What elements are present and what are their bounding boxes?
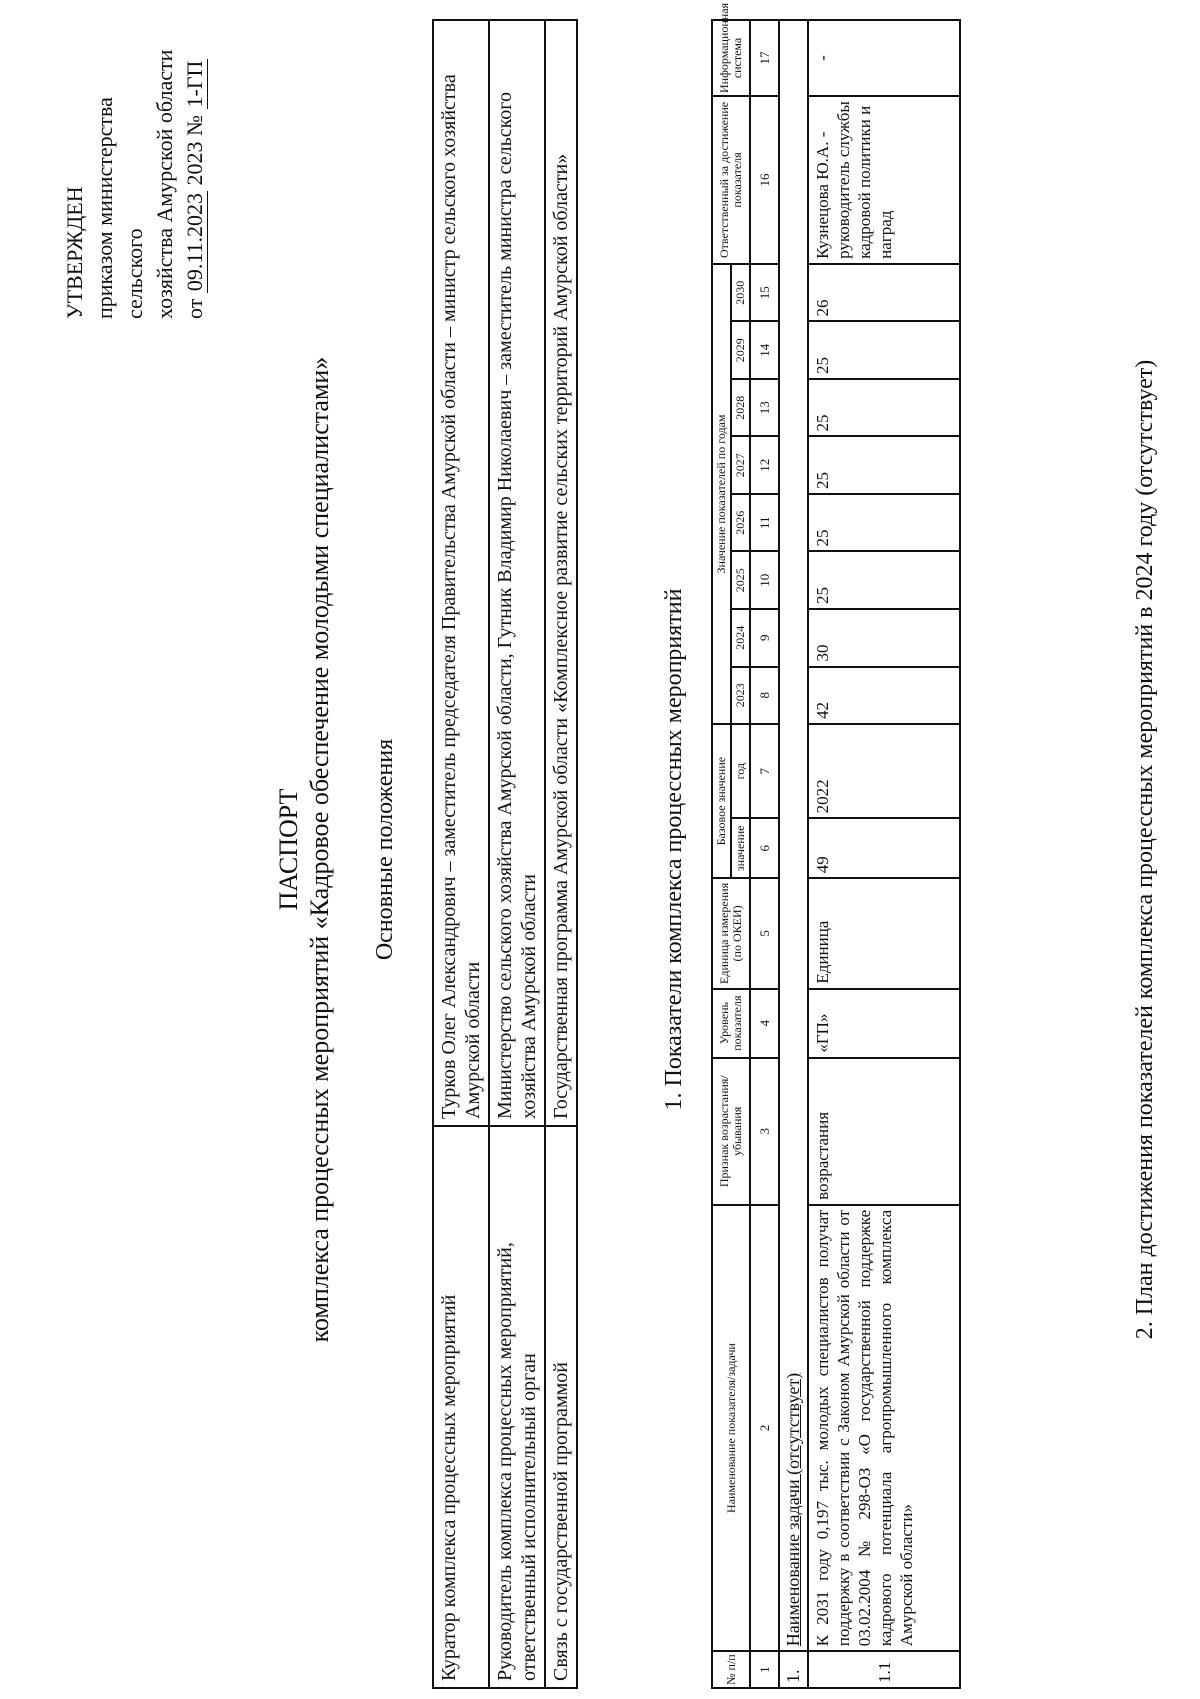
- column-number: 5: [750, 878, 779, 988]
- header-year: 2028: [731, 379, 750, 437]
- column-number: 3: [750, 1058, 779, 1205]
- section-heading-indicators: 1. Показатели комплекса процессных мероприятий: [661, 588, 687, 1111]
- header-year: 2029: [731, 321, 750, 379]
- page-subtitle: комплекса процессных мероприятий «Кадровое обеспечение молодыми специалистами»: [305, 356, 334, 1343]
- row-responsible: Кузнецова Ю.А. - руководитель службы кадровой политики и наград: [808, 96, 960, 264]
- header-name: Наименование показателя/задачи: [712, 1205, 750, 1651]
- row-base-year: 2022: [808, 724, 960, 818]
- table-row: [489, 20, 545, 1688]
- header-year: 2025: [731, 552, 750, 610]
- header-base-year: год: [731, 724, 750, 818]
- header-year: 2024: [731, 609, 750, 667]
- column-number: 17: [750, 20, 779, 96]
- row-level: «ГП»: [808, 989, 960, 1058]
- row-year-value: 42: [808, 667, 960, 725]
- approval-date: 09.11.2023: [182, 192, 207, 292]
- column-number: 8: [750, 667, 779, 725]
- row-label: Куратор комплекса процессных мероприятий: [433, 1126, 489, 1688]
- task-label: Наименование задачи (отсутствует): [779, 20, 808, 1651]
- header-year: 2027: [731, 436, 750, 494]
- row-value: Турков Олег Александрович – заместитель председателя Правительства Амурской области – министр сельского хозяйства Амурской области: [433, 20, 489, 1126]
- row-year-value: 25: [808, 321, 960, 379]
- approval-stamp: [60, 19, 210, 319]
- row-sign: возрастания: [808, 1058, 960, 1205]
- column-number: 16: [750, 96, 779, 264]
- header-years-group: Значение показателей по годам: [712, 264, 731, 724]
- task-row: [779, 20, 808, 1688]
- basic-provisions-table: [432, 19, 578, 1689]
- row-year-value: 25: [808, 436, 960, 494]
- header-year: 2030: [731, 264, 750, 322]
- column-number: 11: [750, 494, 779, 552]
- row-name: К 2031 году 0,197 тыс. молодых специалистов получат поддержку в соответствии с Законом Амурской области от 03.02.2004 № 298-ОЗ «О государственной поддержке кадрового потенциала агропромышленного комплекса Амурской области»: [808, 1205, 960, 1651]
- column-number: 1: [750, 1651, 779, 1688]
- row-base-value: 49: [808, 818, 960, 878]
- row-value: Министерство сельского хозяйства Амурской области, Гутник Владимир Николаевич – заместитель министра сельского хозяйства Амурской области: [489, 20, 545, 1126]
- column-number: 14: [750, 321, 779, 379]
- header-base: Базовое значение: [712, 724, 731, 878]
- column-number: 13: [750, 379, 779, 437]
- header-base-value: значение: [731, 818, 750, 878]
- table-row: [808, 20, 960, 1688]
- header-unit: Единица измерения (по ОКЕИ): [712, 878, 750, 988]
- section-heading-basic: Основные положения: [372, 738, 398, 961]
- header-sign: Признак возрастания/ убывания: [712, 1058, 750, 1205]
- row-year-value: 25: [808, 379, 960, 437]
- column-number: 2: [750, 1205, 779, 1651]
- column-number: 4: [750, 989, 779, 1058]
- header-responsible: Ответственный за достижение показателя: [712, 96, 750, 264]
- column-number: 10: [750, 552, 779, 610]
- column-number: 7: [750, 724, 779, 818]
- column-number: 9: [750, 609, 779, 667]
- column-number: 15: [750, 264, 779, 322]
- approval-title: УТВЕРЖДЕН: [62, 186, 87, 319]
- row-year-value: 25: [808, 494, 960, 552]
- header-level: Уровень показателя: [712, 989, 750, 1058]
- row-year-value: 25: [808, 552, 960, 610]
- page-title: ПАСПОРТ: [274, 788, 303, 911]
- row-info: -: [808, 20, 960, 96]
- header-year: 2026: [731, 494, 750, 552]
- row-value: Государственная программа Амурской области «Комплексное развитие сельских территорий Амурской области»: [545, 20, 577, 1126]
- table-row: [545, 20, 577, 1688]
- row-num: 1.1: [808, 1651, 960, 1688]
- header-info: Информационная система: [712, 20, 750, 96]
- approval-number: 1-ГП: [182, 60, 207, 108]
- row-year-value: 30: [808, 609, 960, 667]
- column-number: 6: [750, 818, 779, 878]
- approval-line: приказом министерства сельского: [92, 97, 147, 319]
- header-year: 2023: [731, 667, 750, 725]
- section-heading-plan: 2. План достижения показателей комплекса процессных мероприятий в 2024 году (отсутствует): [1132, 359, 1158, 1340]
- header-row: [712, 20, 731, 1688]
- row-label: Руководитель комплекса процессных мероприятий, ответственный исполнительный орган: [489, 1126, 545, 1688]
- column-number: 12: [750, 436, 779, 494]
- row-unit: Единица: [808, 878, 960, 988]
- row-year-value: 26: [808, 264, 960, 322]
- header-num: № п/п: [712, 1651, 750, 1688]
- approval-date-line: от 09.11.2023 2023 № 1-ГП: [182, 60, 207, 319]
- indicators-table: [711, 2, 961, 1689]
- task-num: 1.: [779, 1651, 808, 1688]
- approval-line: хозяйства Амурской области: [152, 49, 177, 319]
- table-row: [433, 20, 489, 1688]
- row-label: Связь с государственной программой: [545, 1126, 577, 1688]
- column-number-row: [750, 20, 779, 1688]
